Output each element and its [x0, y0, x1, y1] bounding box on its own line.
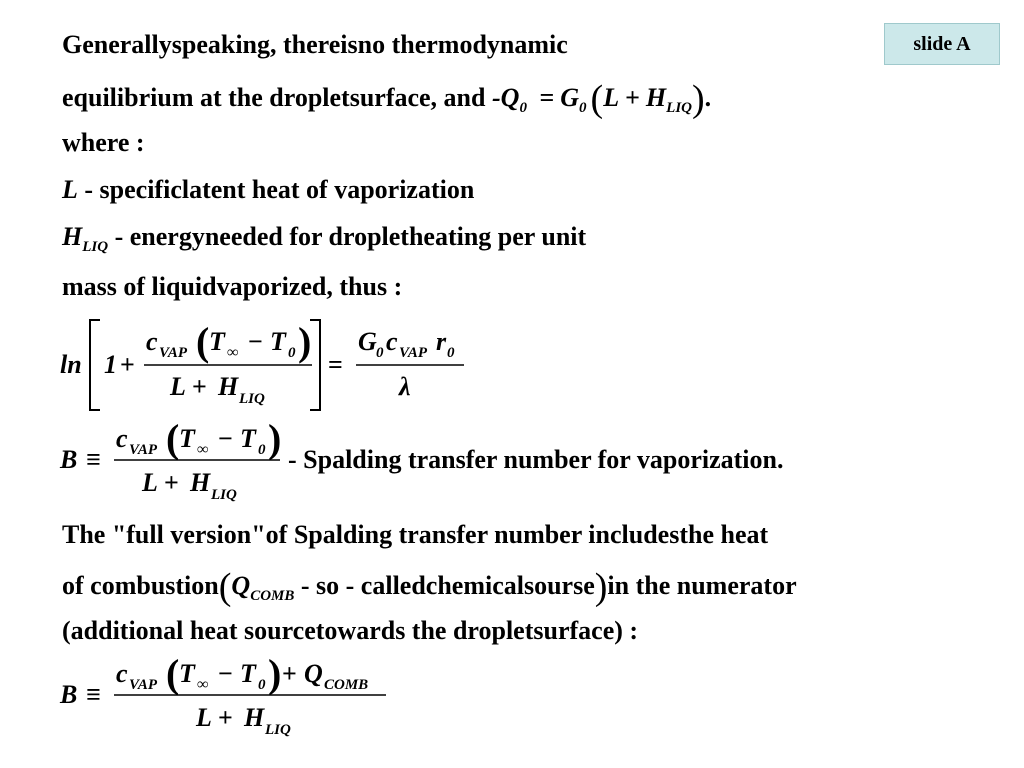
equation-ln — [58, 315, 488, 420]
eq1-one: 1 — [104, 350, 117, 379]
eq1-h-sub: LIQ — [239, 391, 265, 407]
eq1-plus-2: + — [192, 372, 207, 401]
line2-q-sub: COMB — [250, 588, 295, 604]
eq3-plus-2: + — [218, 703, 233, 732]
definition-h-continued: mass of liquidvaporized, thus : — [62, 272, 403, 301]
eq-equals: = — [539, 83, 555, 112]
eq3-q: Q — [304, 659, 323, 688]
eq1-r: r — [436, 327, 447, 356]
eq3-b: B — [60, 680, 78, 709]
eq2-b: B — [60, 445, 78, 474]
eq1-t0: T — [270, 327, 286, 356]
eq2-paren-open: ( — [166, 416, 180, 461]
def-h-sub: LIQ — [82, 239, 109, 255]
eq-period: . — [704, 83, 712, 112]
eq2-plus: + — [164, 468, 179, 497]
eq1-c: c — [146, 327, 158, 356]
eq3-inf: ∞ — [197, 676, 209, 693]
eq3-t-inf: T — [179, 659, 195, 688]
eq2-t-inf: T — [179, 424, 195, 453]
line2-paren-close: ) — [594, 566, 608, 608]
eq1-g-sub: 0 — [376, 345, 384, 361]
eq3-minus: − — [218, 659, 233, 688]
eq2-paren-close: ) — [268, 416, 282, 461]
full-version-line-2b: - so - calledchemicalsourse — [294, 571, 595, 600]
eq3-paren-close: ) — [268, 651, 282, 696]
eq1-equals: = — [328, 350, 343, 379]
slide-label: slide A — [884, 23, 1000, 65]
eq2-h-sub: LIQ — [211, 487, 237, 503]
eq-plus: + — [625, 83, 640, 112]
def-h-symbol: H — [62, 222, 83, 251]
eq-minus: - — [491, 83, 501, 112]
eq1-t0-sub: 0 — [288, 345, 296, 361]
definition-h — [62, 222, 587, 255]
full-version-line-3: (additional heat sourcetowards the dropletsurface) : — [62, 616, 639, 645]
equation-b-full — [58, 650, 418, 750]
eq-g-sub: 0 — [579, 100, 587, 116]
eq1-g: G — [358, 327, 377, 356]
eq2-equiv: ≡ — [86, 445, 101, 474]
eq-paren-close: ) — [692, 78, 705, 120]
eq-l: L — [603, 83, 620, 112]
eq2-inf: ∞ — [197, 441, 209, 458]
intro-line-2-text: equilibrium at the dropletsurface, and — [62, 83, 492, 112]
full-version-line-2c: in the numerator — [607, 571, 797, 600]
eq2-l: L — [142, 468, 158, 497]
intro-line-2 — [62, 80, 711, 118]
eq1-minus: − — [248, 327, 263, 356]
eq3-t0-sub: 0 — [258, 677, 266, 693]
definition-l — [62, 177, 474, 203]
eq3-t0: T — [240, 659, 256, 688]
eq2-description: - Spalding transfer number for vaporization. — [288, 445, 784, 474]
eq3-equiv: ≡ — [86, 680, 101, 709]
eq2-minus: − — [218, 424, 233, 453]
eq1-c-2: c — [386, 327, 398, 356]
equation-b — [58, 415, 918, 515]
eq-q-sub: 0 — [519, 100, 527, 116]
full-version-line-2 — [62, 568, 797, 606]
eq-g: G — [560, 83, 580, 112]
eq1-l: L — [170, 372, 186, 401]
eq1-lambda: λ — [399, 372, 411, 401]
line2-q: Q — [231, 571, 251, 600]
eq2-h: H — [190, 468, 211, 497]
eq3-c-sub: VAP — [129, 677, 158, 693]
eq-paren-open: ( — [590, 78, 604, 120]
full-version-line-1: The "full version"of Spalding transfer number includesthe heat — [62, 520, 769, 549]
eq3-q-sub: COMB — [324, 677, 369, 693]
eq2-t0: T — [240, 424, 256, 453]
eq1-h: H — [218, 372, 239, 401]
def-l-symbol: L — [62, 175, 78, 204]
eq1-t-inf: T — [209, 327, 225, 356]
eq1-r-sub: 0 — [447, 345, 455, 361]
eq1-ln: ln — [60, 350, 82, 379]
eq3-l: L — [196, 703, 212, 732]
intro-line-1: Generallyspeaking, thereisno thermodynamic — [62, 30, 568, 59]
full-version-line-2a: of combustion — [62, 571, 219, 600]
eq1-c-sub-2: VAP — [399, 345, 428, 361]
def-h-text: - energyneeded for dropletheating per unit — [108, 222, 587, 251]
eq2-t0-sub: 0 — [258, 442, 266, 458]
eq1-bracket-left — [90, 320, 100, 410]
eq3-paren-open: ( — [166, 651, 180, 696]
eq-h-sub: LIQ — [666, 100, 692, 116]
eq-h: H — [645, 83, 667, 112]
eq3-h: H — [244, 703, 265, 732]
line2-paren-open: ( — [218, 566, 232, 608]
eq1-inf: ∞ — [227, 344, 239, 361]
eq1-paren-close: ) — [298, 319, 312, 364]
eq-q: Q — [500, 83, 520, 112]
eq2-c-sub: VAP — [129, 442, 158, 458]
eq3-c: c — [116, 659, 128, 688]
where-label: where : — [62, 128, 145, 157]
eq1-c-sub: VAP — [159, 345, 188, 361]
eq3-plus: + — [282, 659, 297, 688]
eq1-paren-open: ( — [196, 319, 210, 364]
eq3-h-sub: LIQ — [265, 722, 291, 738]
eq2-c: c — [116, 424, 128, 453]
def-l-text: - specificlatent heat of vaporization — [77, 175, 475, 204]
eq1-plus: + — [120, 350, 135, 379]
